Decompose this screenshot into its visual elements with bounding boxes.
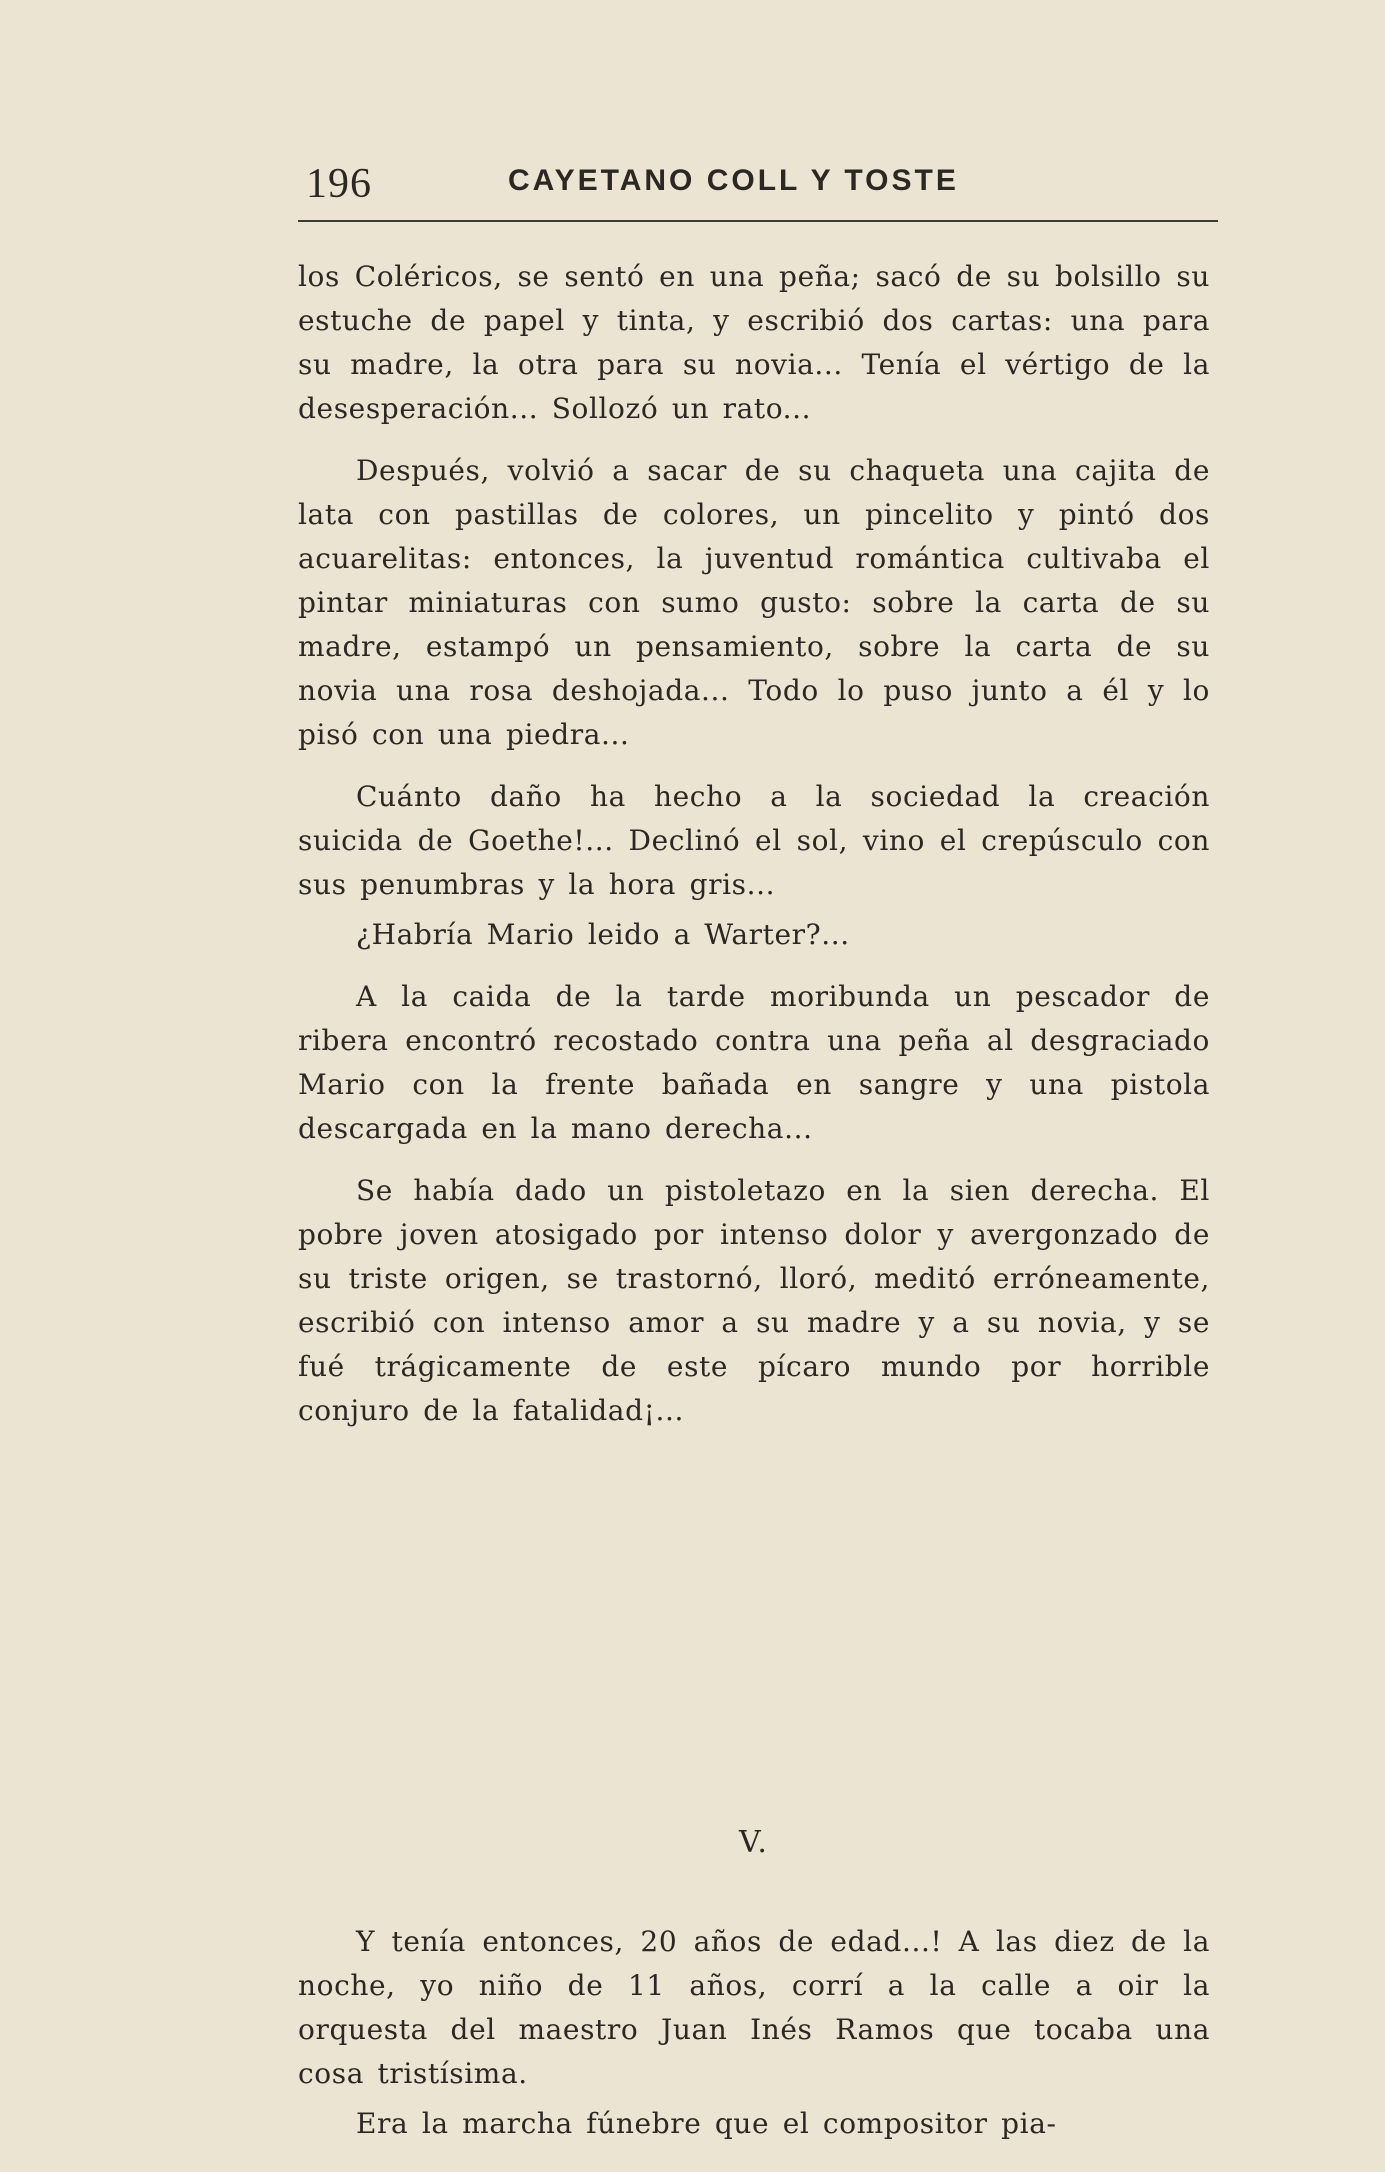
paragraph: Después, volvió a sacar de su chaqueta una cajita de lata con pastillas de colores, un pincelito y pintó dos acuarelitas: entonces, la juventud romántica cultivaba el pintar miniaturas con sumo gusto: sobre la carta de su madre, estampó un pensamiento, sobre la carta de su novia una rosa deshojada... Todo lo puso junto a él y lo pisó con una piedra...	[298, 454, 1210, 751]
paragraph: Y tenía entonces, 20 años de edad...! A las diez de la noche, yo niño de 11 años, corrí a la calle a oir la orquesta del maestro Juan Inés Ramos que tocaba una cosa tristísima.	[298, 1925, 1210, 2090]
running-head	[298, 150, 1218, 222]
section-marker: V.	[739, 1825, 769, 1860]
body-text	[298, 255, 1210, 2140]
paragraph: los Coléricos, se sentó en una peña; sacó de su bolsillo su estuche de papel y tinta, y escribió dos cartas: una para su madre, la otra para su novia... Tenía el vértigo de la desesperación... Sollozó un rato...	[298, 260, 1210, 425]
section-body	[298, 1920, 1210, 2146]
paragraph: Era la marcha fúnebre que el compositor pia-	[356, 2107, 1057, 2140]
paragraph: ¿Habría Mario leido a Warter?...	[356, 918, 850, 951]
paragraph: Se había dado un pistoletazo en la sien derecha. El pobre joven atosigado por intenso dolor y avergonzado de su triste origen, se trastornó, lloró, meditó erróneamente, escribió con intenso amor a su madre y a su novia, y se fué trágicamente de este pícaro mundo por horrible conjuro de la fatalidad¡...	[298, 1174, 1210, 1427]
page-number: 196	[306, 161, 372, 207]
paragraph: Cuánto daño ha hecho a la sociedad la creación suicida de Goethe!... Declinó el sol, vino el crepúsculo con sus penumbras y la hora gris...	[298, 780, 1210, 901]
paragraph: A la caida de la tarde moribunda un pescador de ribera encontró recostado contra una peña al desgraciado Mario con la frente bañada en sangre y una pistola descargada en la mano derecha...	[298, 980, 1210, 1145]
header-title: CAYETANO COLL Y TOSTE	[508, 164, 959, 197]
